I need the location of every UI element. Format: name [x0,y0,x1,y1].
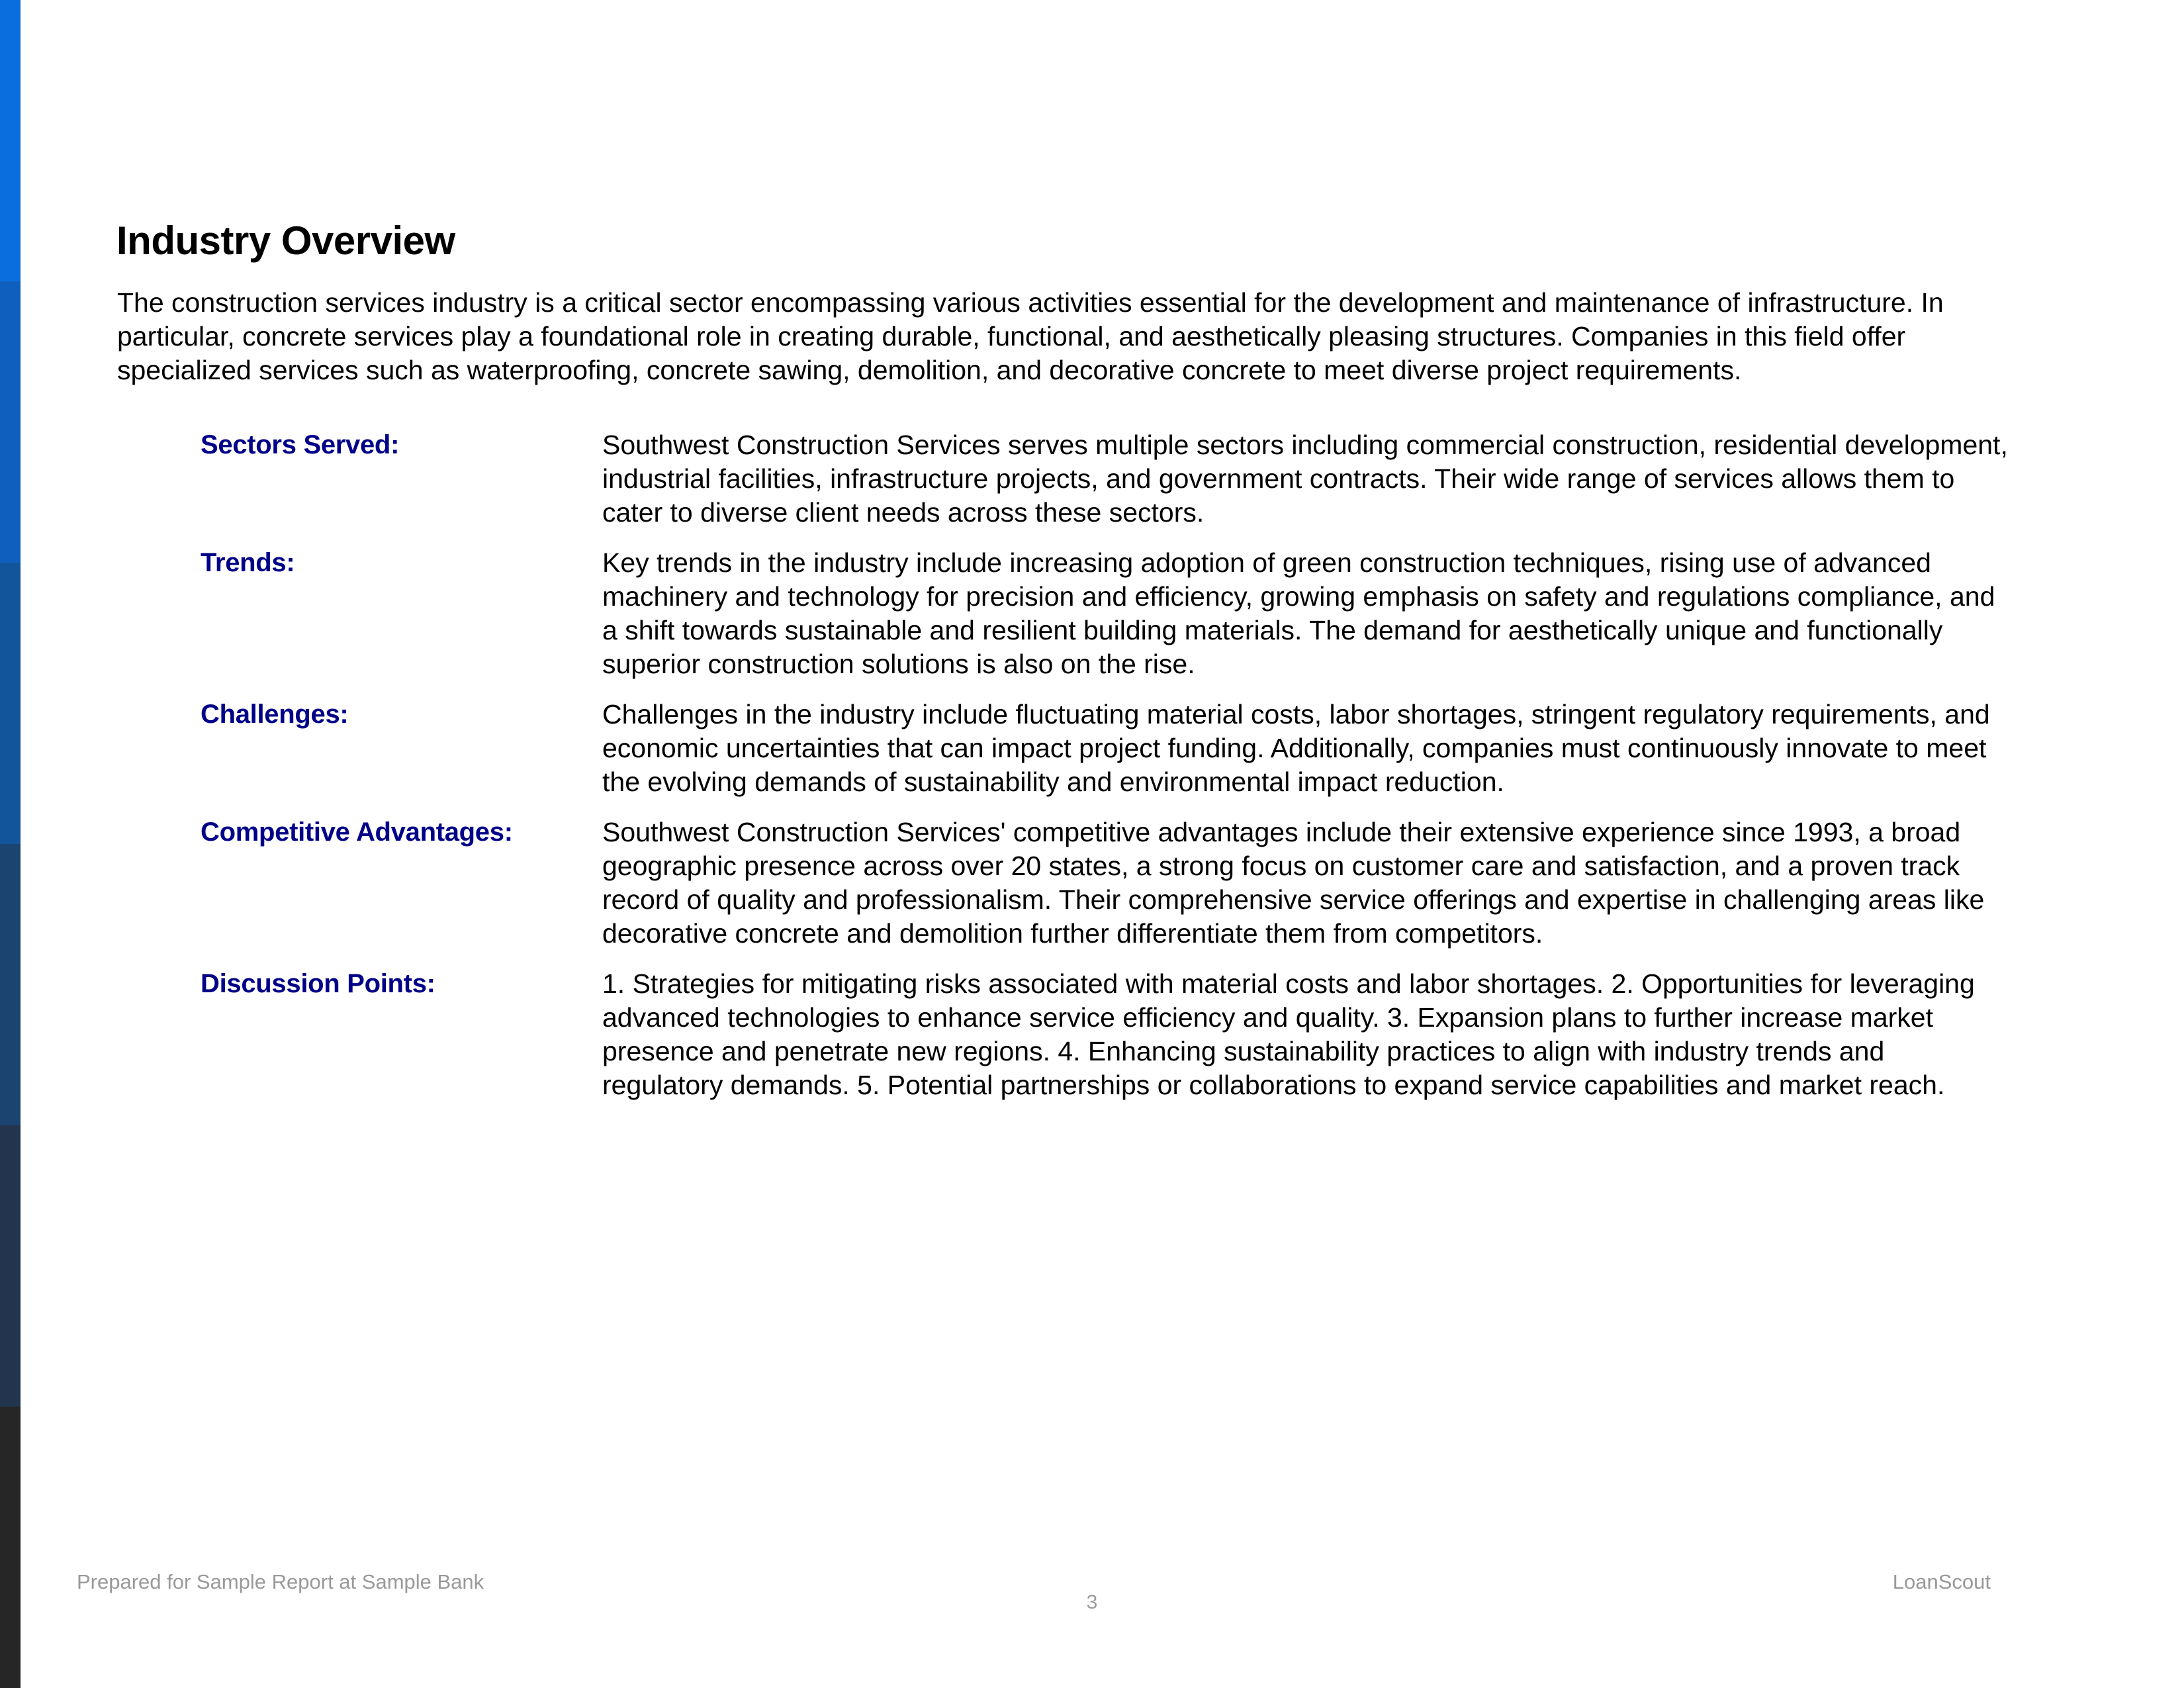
intro-paragraph: The construction services industry is a critical sector encompassing various activities essential for the development and maintenance of infrastructure. In particular, concrete services play a foundational role in creating durable, functional, and aesthetically pleasing structures. Companies in this field offer specialized services such as waterproofing, concrete sawing, demolition, and decorative concrete to meet diverse project requirements. [117,287,1944,385]
section-text: Southwest Construction Services' competitive advantages include their extensive experience since 1993, a broad geographic presence across over 20 states, a strong focus on customer care and satisfaction, and a proven track record of quality and professionalism. Their comprehensive service offerings and expertise in challenging areas like decorative concrete and demolition further differentiate them from competitors. [602,817,1985,949]
section-label: Sectors Served: [201,430,400,459]
section-text: Southwest Construction Services serves multiple sectors including commercial construction, residential development, industrial facilities, infrastructure projects, and government contracts. Their wide range of services allows them to cater to diverse client needs across these sectors. [602,430,2008,528]
section-text: Challenges in the industry include fluctuating material costs, labor shortages, stringent regulatory requirements, and economic uncertainties that can impact project funding. Additionally, companies must continuously innovate to meet the evolving demands of sustainability and environmental impact reduction. [602,699,1990,797]
section-label: Challenges: [201,700,349,729]
footer-prepared-for: Prepared for Sample Report at Sample Bank [77,1570,484,1593]
section-text: Key trends in the industry include increasing adoption of green construction techniques, rising use of advanced machinery and technology for precision and efficiency, growing emphasis on safety and regulations compliance, and a shift towards sustainable and resilient building materials. The demand for aesthetically unique and functionally superior construction solutions is also on the rise. [602,547,1995,679]
section-label: Competitive Advantages: [201,818,513,847]
page-title: Industry Overview [116,218,455,263]
section-challenges [201,698,2027,799]
section-label: Trends: [201,548,295,577]
page-number: 3 [1086,1591,1098,1613]
section-label: Discussion Points: [201,969,435,998]
section-sectors-served [201,428,2027,530]
section-trends [201,546,2027,681]
section-competitive-advantages [201,816,2027,951]
section-discussion-points [201,967,2027,1102]
footer-brand: LoanScout [1892,1570,1991,1593]
overview-sections [201,428,2027,1119]
section-text: 1. Strategies for mitigating risks associated with material costs and labor shortages. 2. Opportunities for leveraging advanced technologies to enhance service efficiency and quality. 3. Expansion plans to further increase market presence and penetrate new regions. 4. Enhancing sustainability practices to align with industry trends and regulatory demands. 5. Potential partnerships or collaborations to expand service capabilities and market reach. [602,968,1975,1100]
